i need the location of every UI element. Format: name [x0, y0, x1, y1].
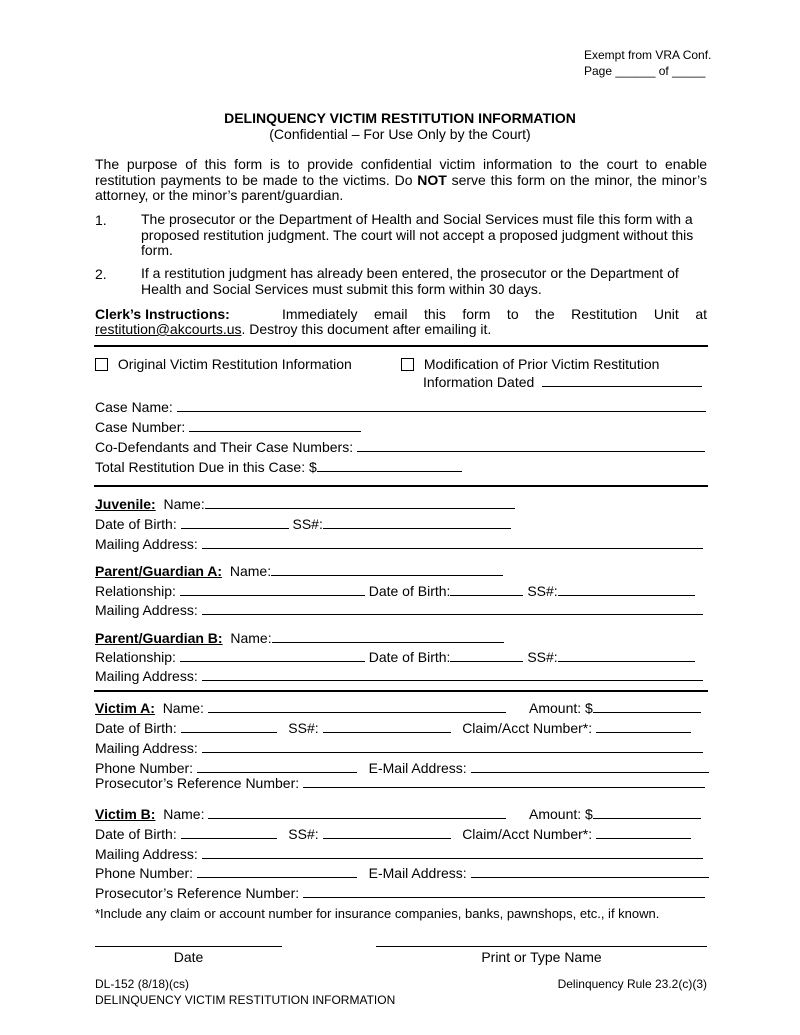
codefendants-label: Co-Defendants and Their Case Numbers:	[95, 439, 354, 455]
juvenile-name-field[interactable]	[205, 495, 515, 509]
victim-b-prosecutor-ref-field[interactable]	[303, 884, 705, 898]
victim-b-phone-row	[95, 864, 709, 882]
victim-a-mailing-label: Mailing Address:	[95, 740, 198, 756]
victim-b-dob-row	[95, 825, 691, 843]
codefendants-field[interactable]	[357, 438, 705, 452]
guardian-b-relationship-row	[95, 648, 695, 666]
guardian-b-heading: Parent/Guardian B:	[95, 630, 223, 646]
purpose-paragraph: The purpose of this form is to provide confidential victim information to the court to enable restitution payments to be made to the victims. Do NOT serve this form on the minor, the minor’s attorney, or the minor’s parent/guardian.	[95, 156, 707, 203]
footnote: *Include any claim or account number for insurance companies, banks, pawnshops, etc., if known.	[95, 906, 660, 921]
guardian-b-ss-field[interactable]	[558, 648, 695, 662]
victim-a-dob-field[interactable]	[181, 719, 277, 733]
victim-b-claim-label: Claim/Acct Number*:	[462, 826, 593, 842]
modification-date-label: Information Dated	[423, 374, 535, 390]
guardian-a-ss-label: SS#:	[527, 583, 558, 599]
victim-a-ss-label: SS#:	[288, 720, 319, 736]
juvenile-name-row	[95, 495, 515, 513]
victim-a-phone-field[interactable]	[197, 759, 357, 773]
victim-a-name-row	[95, 699, 506, 717]
modification-date-field[interactable]	[542, 373, 702, 387]
clerk-instruction-line2: restitution@akcourts.us. Destroy this document after emailing it.	[95, 321, 492, 337]
juvenile-mailing-field[interactable]	[202, 535, 703, 549]
clerk-label: Clerk’s Instructions:	[95, 306, 230, 322]
victim-a-amount-field[interactable]	[593, 699, 701, 713]
victim-b-email-label: E-Mail Address:	[368, 865, 467, 881]
case-name-field[interactable]	[177, 398, 706, 412]
guardian-a-relationship-row	[95, 582, 695, 600]
page-count: Page ______ of _____	[584, 64, 706, 78]
victim-a-mailing-field[interactable]	[202, 739, 703, 753]
victim-a-prosecutor-ref-label: Prosecutor’s Reference Number:	[95, 775, 300, 791]
victim-b-phone-label: Phone Number:	[95, 865, 194, 881]
victim-a-prosecutor-ref-field[interactable]	[303, 774, 705, 788]
guardian-b-relationship-field[interactable]	[180, 648, 365, 662]
victim-a-mailing-row	[95, 739, 703, 757]
juvenile-heading: Juvenile:	[95, 496, 156, 512]
victim-b-phone-field[interactable]	[197, 864, 357, 878]
victim-a-heading: Victim A:	[95, 700, 155, 716]
form-id: DL-152 (8/18)(cs)	[95, 977, 190, 991]
victim-a-amount-row	[529, 699, 701, 717]
victim-b-mailing-field[interactable]	[202, 845, 703, 859]
guardian-a-mailing-field[interactable]	[202, 601, 703, 615]
modification-option	[401, 356, 659, 372]
victim-b-mailing-row	[95, 845, 703, 863]
case-number-row	[95, 418, 361, 436]
total-restitution-row	[95, 458, 462, 476]
item-text: If a restitution judgment has already been entered, the prosecutor or the Department of Health and Social Services must submit this form within 30 days.	[141, 265, 679, 297]
section-divider	[94, 690, 708, 692]
item-text: The prosecutor or the Department of Health and Social Services must file this form with a proposed restitution judgment. The court will not accept a proposed judgment without this form.	[141, 211, 694, 258]
juvenile-name-label: Name:	[163, 496, 205, 512]
victim-a-claim-label: Claim/Acct Number*:	[462, 720, 593, 736]
juvenile-dob-field[interactable]	[181, 515, 289, 529]
juvenile-mailing-row	[95, 535, 703, 553]
victim-a-claim-field[interactable]	[596, 719, 691, 733]
victim-a-amount-label: Amount: $	[529, 700, 593, 716]
item-number: 1.	[95, 212, 107, 228]
modification-option-label: Modification of Prior Victim Restitution	[423, 356, 660, 372]
guardian-a-relationship-field[interactable]	[180, 582, 365, 596]
victim-b-prosecutor-ref-label: Prosecutor’s Reference Number:	[95, 885, 300, 901]
clerk-instruction-text: Immediately email this form to the Restitution Unit at	[282, 306, 707, 322]
juvenile-ss-label: SS#:	[292, 516, 323, 532]
form-subtitle: (Confidential – For Use Only by the Court)	[269, 126, 531, 142]
victim-b-amount-row	[529, 805, 701, 823]
victim-b-mailing-label: Mailing Address:	[95, 846, 198, 862]
guardian-b-relationship-label: Relationship:	[95, 649, 176, 665]
guardian-b-name-field[interactable]	[272, 629, 504, 643]
case-number-label: Case Number:	[95, 419, 186, 435]
victim-b-heading: Victim B:	[95, 806, 156, 822]
rule-reference: Delinquency Rule 23.2(c)(3)	[557, 977, 707, 991]
restitution-email-link[interactable]: restitution@akcourts.us	[95, 321, 242, 337]
victim-b-amount-field[interactable]	[593, 805, 701, 819]
section-divider	[94, 345, 708, 347]
total-restitution-label: Total Restitution Due in this Case: $	[95, 459, 317, 475]
guardian-b-dob-field[interactable]	[450, 648, 523, 662]
case-number-field[interactable]	[189, 418, 361, 432]
guardian-a-name-label: Name:	[229, 563, 272, 579]
original-checkbox[interactable]	[95, 358, 108, 371]
footer-title: DELINQUENCY VICTIM RESTITUTION INFORMATION	[95, 993, 396, 1007]
total-restitution-field[interactable]	[317, 458, 462, 472]
form-title: DELINQUENCY VICTIM RESTITUTION INFORMATION	[224, 110, 576, 126]
victim-b-name-field[interactable]	[208, 805, 506, 819]
victim-a-email-field[interactable]	[471, 759, 709, 773]
guardian-b-mailing-row	[95, 667, 703, 685]
print-name-label: Print or Type Name	[481, 949, 602, 965]
victim-b-dob-field[interactable]	[181, 825, 277, 839]
guardian-a-name-row	[95, 562, 503, 580]
case-name-label: Case Name:	[95, 399, 173, 415]
guardian-b-name-row	[95, 629, 504, 647]
victim-b-name-label: Name:	[163, 806, 205, 822]
date-signature-line[interactable]	[95, 946, 282, 947]
guardian-a-dob-label: Date of Birth:	[368, 583, 451, 599]
victim-a-name-field[interactable]	[208, 699, 506, 713]
juvenile-dob-row	[95, 515, 511, 533]
victim-b-claim-field[interactable]	[596, 825, 691, 839]
juvenile-mailing-label: Mailing Address:	[95, 536, 198, 552]
victim-a-prosecutor-ref-row	[95, 774, 705, 792]
modification-date-row	[423, 373, 702, 390]
juvenile-dob-label: Date of Birth:	[95, 516, 177, 532]
victim-a-name-label: Name:	[162, 700, 204, 716]
item-number: 2.	[95, 266, 107, 282]
guardian-a-dob-field[interactable]	[450, 582, 523, 596]
guardian-b-mailing-label: Mailing Address:	[95, 668, 198, 684]
victim-b-ss-label: SS#:	[288, 826, 319, 842]
victim-a-ss-field[interactable]	[323, 719, 451, 733]
guardian-a-mailing-label: Mailing Address:	[95, 602, 198, 618]
exempt-note: Exempt from VRA Conf.	[584, 48, 712, 62]
case-name-row	[95, 398, 706, 416]
section-divider	[94, 485, 708, 487]
guardian-a-name-field[interactable]	[271, 562, 503, 576]
victim-b-prosecutor-ref-row	[95, 884, 705, 902]
original-option-label: Original Victim Restitution Information	[117, 356, 352, 372]
victim-b-name-row	[95, 805, 506, 823]
guardian-b-mailing-field[interactable]	[202, 667, 703, 681]
victim-a-dob-label: Date of Birth:	[95, 720, 177, 736]
victim-b-amount-label: Amount: $	[529, 806, 593, 822]
victim-a-email-label: E-Mail Address:	[368, 760, 467, 776]
victim-b-email-field[interactable]	[471, 864, 709, 878]
date-signature-label: Date	[173, 949, 204, 965]
codefendants-row	[95, 438, 705, 456]
modification-checkbox[interactable]	[401, 358, 414, 371]
juvenile-ss-field[interactable]	[323, 515, 511, 529]
guardian-b-ss-label: SS#:	[527, 649, 558, 665]
victim-a-phone-label: Phone Number:	[95, 760, 194, 776]
guardian-a-heading: Parent/Guardian A:	[95, 563, 223, 579]
guardian-b-name-label: Name:	[230, 630, 272, 646]
original-option	[95, 356, 352, 372]
guardian-a-relationship-label: Relationship:	[95, 583, 176, 599]
victim-a-dob-row	[95, 719, 691, 737]
victim-b-ss-field[interactable]	[323, 825, 451, 839]
guardian-a-ss-field[interactable]	[558, 582, 695, 596]
guardian-b-dob-label: Date of Birth:	[368, 649, 451, 665]
victim-b-dob-label: Date of Birth:	[95, 826, 177, 842]
guardian-a-mailing-row	[95, 601, 703, 619]
print-name-line[interactable]	[376, 946, 707, 947]
